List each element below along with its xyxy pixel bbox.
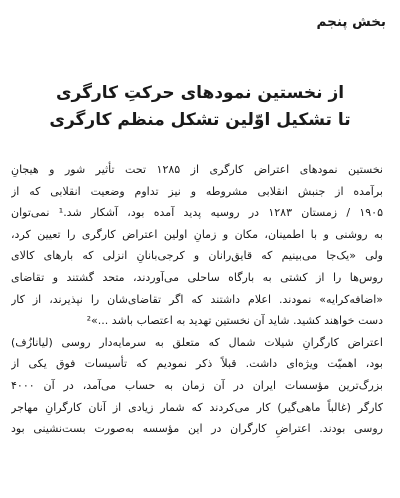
body-line: «اضافه‌کرایه» نمودند. اعلام داشتند که اگر تقاضای‌شان را نپذیرند، از کار bbox=[11, 292, 383, 306]
chapter-title-line-1: از نخستین نمودهای حرکتِ کارگری bbox=[55, 83, 345, 103]
chapter-title bbox=[0, 80, 400, 134]
body-line: اعتراض کارگرانِ شیلات شمال که متعلق به سرمایه‌دار روسی (لیانازُف) bbox=[11, 335, 383, 349]
body-line: بزرگ‌ترین مؤسسات ایران در آن زمان به حساب می‌آمد، در آن ۴۰۰۰ bbox=[11, 378, 383, 392]
body-line: به روشنی و با اطمینان، مکان و زمانِ اولین اعتراض کارگری را تعیین کرد، bbox=[11, 227, 383, 241]
body-line: روسی بودند. اعتراضِ کارگران در این مؤسسه به‌صورت بست‌نشینی بود bbox=[11, 422, 383, 436]
section-label: بخش پنجم bbox=[316, 14, 386, 30]
body-line: ۱۹۰۵ / زمستان ۱۲۸۳ در روسیه پدید آمده بود، آشکار شد.¹ نمی‌توان bbox=[11, 206, 383, 220]
body-line: برآمده از جنبش انقلابی مشروطه و نیز تداوم وضعیت انقلابی که از bbox=[11, 184, 383, 198]
body-text bbox=[11, 159, 383, 440]
body-line: نخستین نمودهای اعتراض کارگری از ۱۲۸۵ تحت تأثیر شور و هیجانِ bbox=[11, 163, 383, 176]
body-line: روس‌ها را از کشتی به بارگاه ساحلی می‌آوردند، متحد گشتند و تقاضای bbox=[11, 270, 383, 284]
body-line: بود، اهمیّت ویژه‌ای داشت. قبلاً ذکر نمودیم که تأسیسات فوق یکی از bbox=[11, 357, 383, 371]
body-line: دست خواهند کشید. شاید آن نخستین تهدید به اعتصاب باشد ...»² bbox=[86, 314, 383, 328]
body-line: کارگر (غالباً ماهی‌گیر) کار می‌کردند که شمار زیادی از آنان کارگرانِ مهاجر bbox=[11, 400, 383, 414]
chapter-title-line-2: تا تشکیل اوّلین تشکل منظم کارگری bbox=[49, 110, 351, 130]
body-line: ولی «یک‌جا می‌بینیم که قایق‌رانان و کرجی‌بانانِ انزلی که بارهای کالای bbox=[11, 249, 383, 263]
